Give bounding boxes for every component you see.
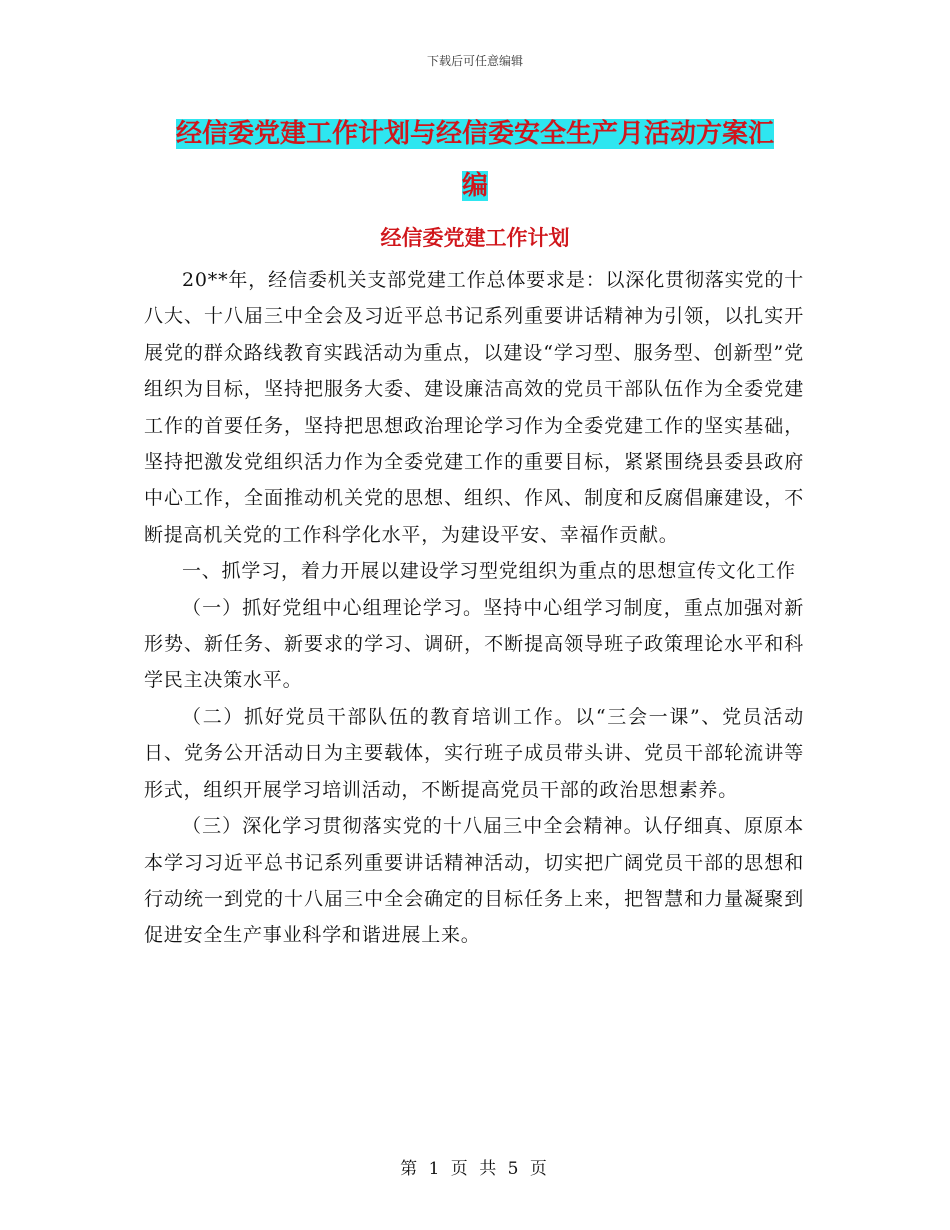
title-line-1: 经信委党建工作计划与经信委安全生产月活动方案汇 [175, 119, 774, 149]
title-line-2: 编 [461, 171, 488, 201]
paragraph: （一）抓好党组中心组理论学习。坚持中心组学习制度，重点加强对新形势、新任务、新要求的学习、调研，不断提高领导班子政策理论水平和科学民主决策水平。 [144, 596, 804, 692]
document-body [144, 262, 804, 954]
page-number: 第 1 页 共 5 页 [400, 1159, 550, 1179]
header-note: 下载后可任意编辑 [426, 54, 523, 68]
document-title [140, 108, 810, 212]
paragraph: （三）深化学习贯彻落实党的十八届三中全会精神。认仔细真、原原本本学习习近平总书记系列重要讲话精神活动，切实把广阔党员干部的思想和行动统一到党的十八届三中全会确定的目标任务上来，把智慧和力量凝聚到促进安全生产事业科学和谐进展上来。 [144, 815, 804, 947]
section-title: 经信委党建工作计划 [380, 226, 570, 250]
paragraph: 一、抓学习，着力开展以建设学习型党组织为重点的思想宣传文化工作 [182, 560, 796, 583]
paragraph: （二）抓好党员干部队伍的教育培训工作。以“三会一课”、党员活动日、党务公开活动日为主要载体，实行班子成员带头讲、党员干部轮流讲等形式，组织开展学习培训活动，不断提高党员干部的政治思想素养。 [144, 705, 804, 801]
paragraph: 20**年，经信委机关支部党建工作总体要求是：以深化贯彻落实党的十八大、十八届三中全会及习近平总书记系列重要讲话精神为引领，以扎实开展党的群众路线教育实践活动为重点，以建设“学习型、服务型、创新型”党组织为目标，坚持把服务大委、建设廉洁高效的党员干部队伍作为全委党建工作的首要任务，坚持把思想政治理论学习作为全委党建工作的坚实基础，坚持把激发党组织活力作为全委党建工作的重要目标，紧紧围绕县委县政府中心工作，全面推动机关党的思想、组织、作风、制度和反腐倡廉建设，不断提高机关党的工作科学化水平，为建设平安、幸福作贡献。 [144, 269, 804, 546]
